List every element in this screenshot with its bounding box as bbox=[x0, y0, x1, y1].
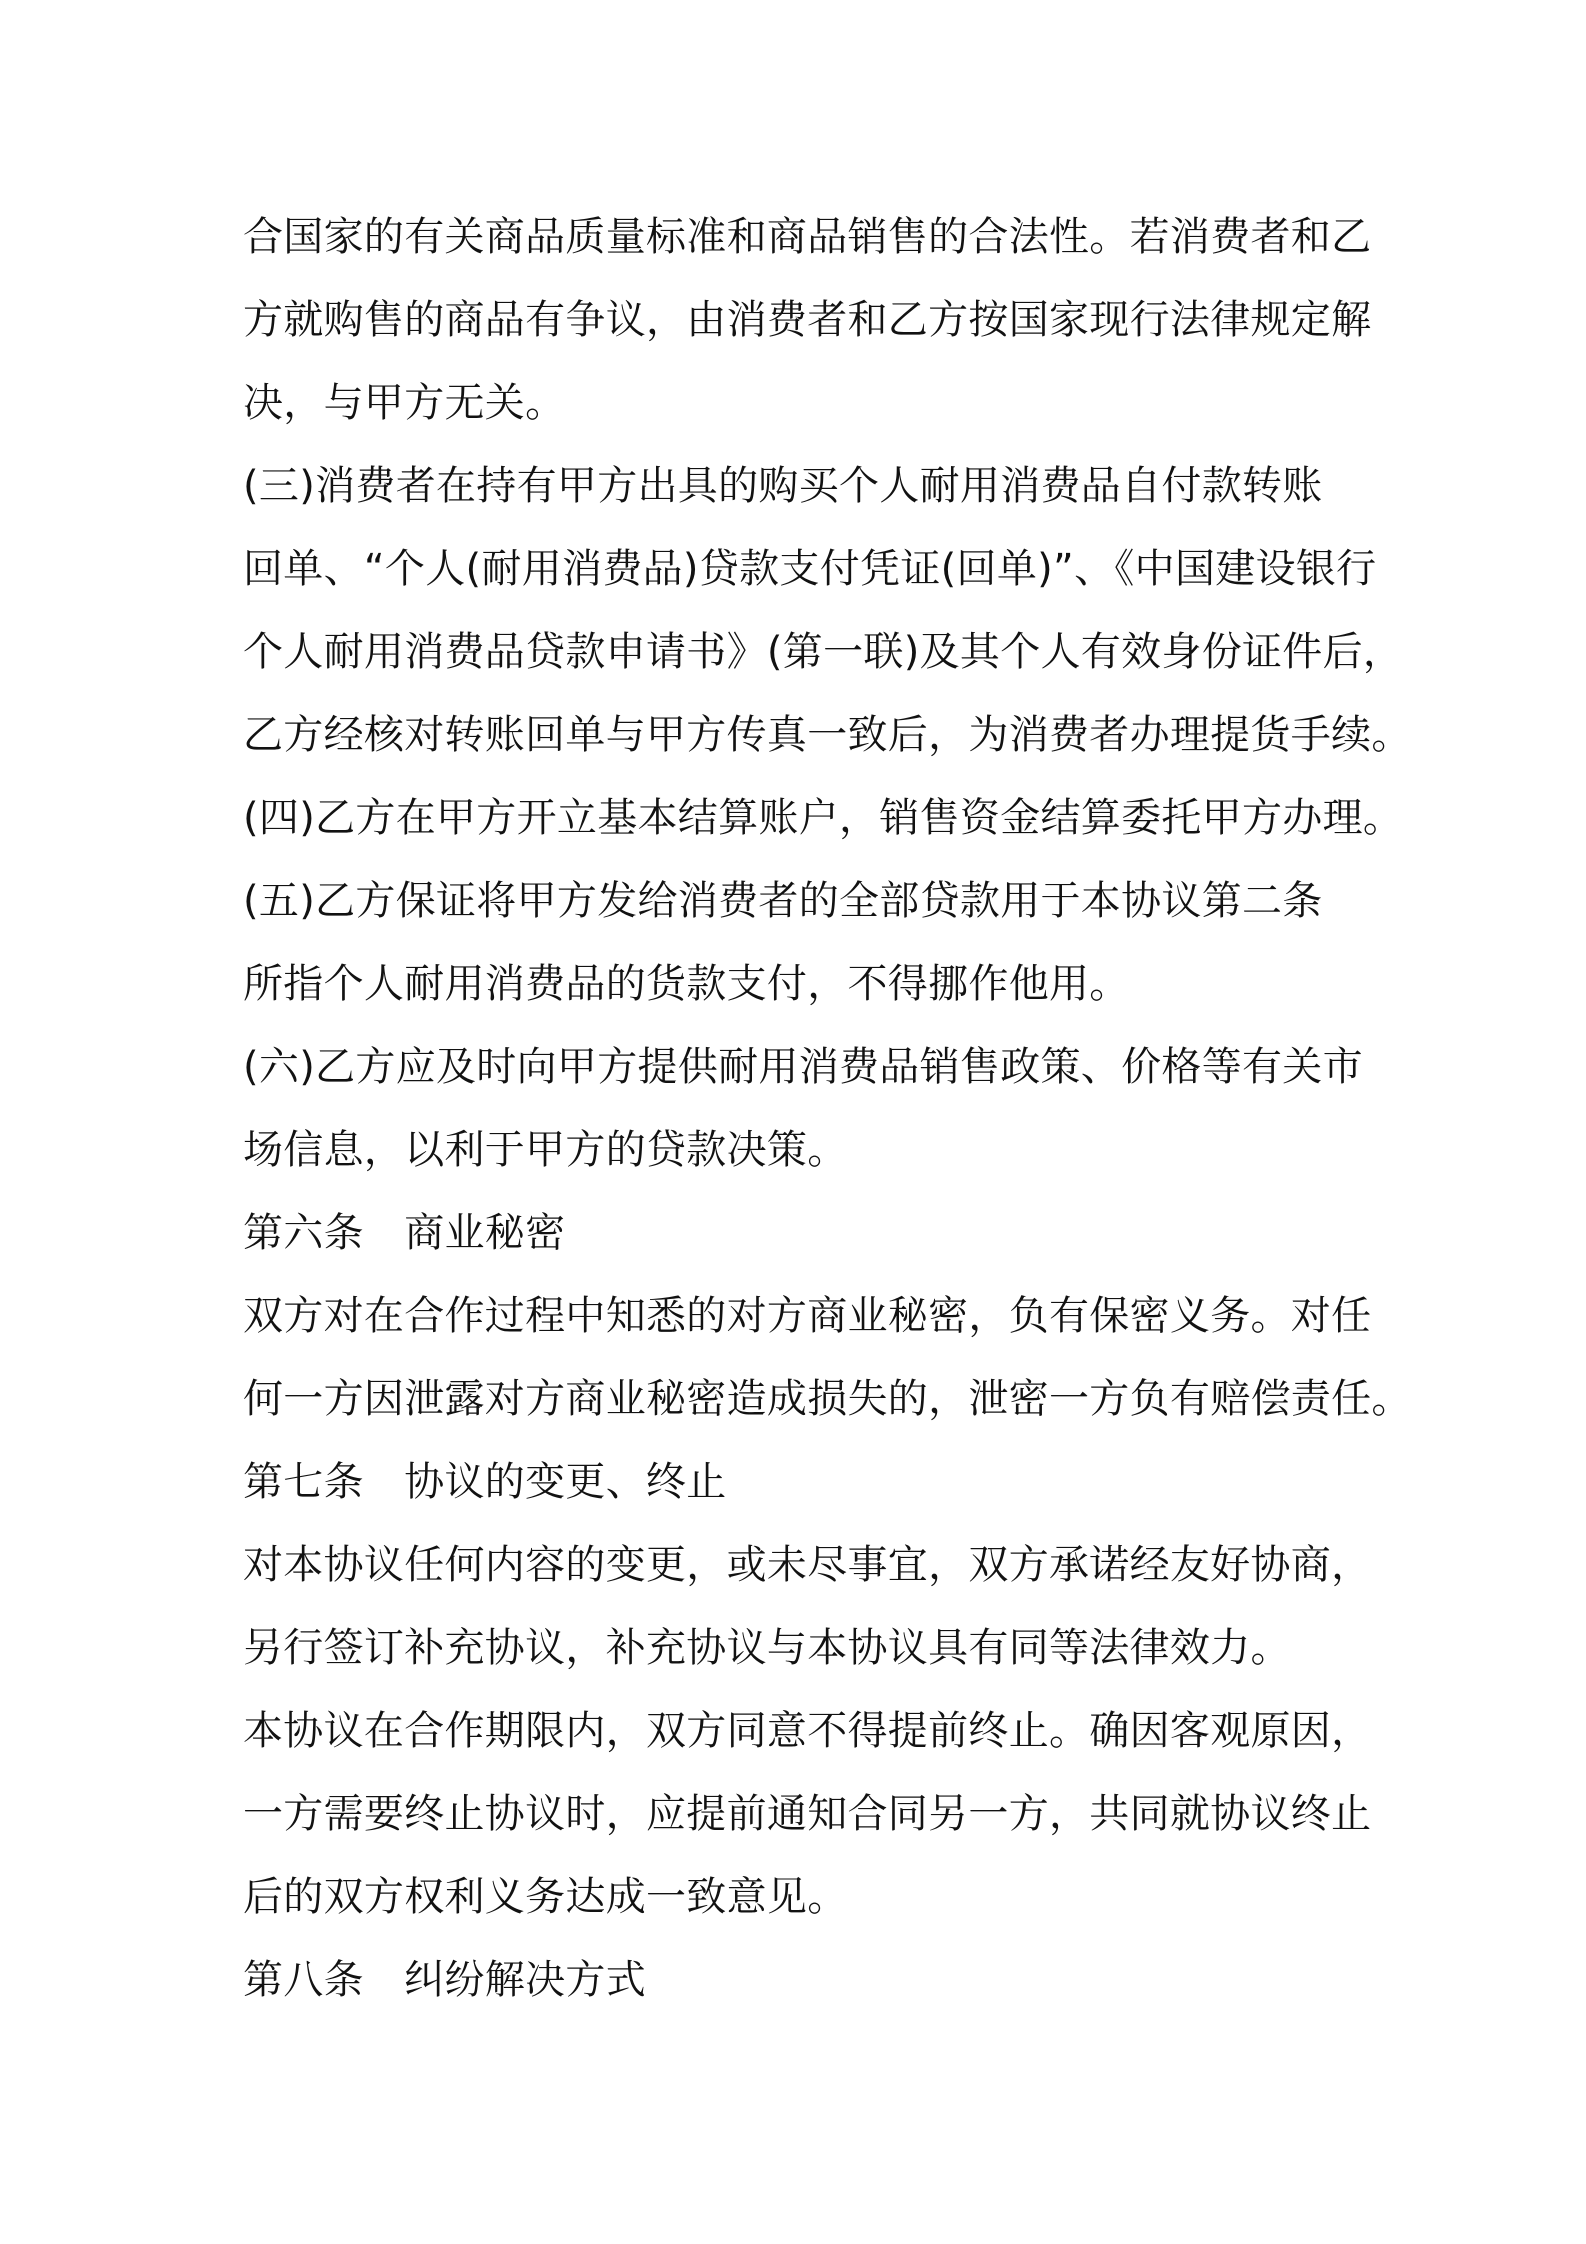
article-6-heading: 第六条 商业秘密 bbox=[243, 1210, 566, 1256]
paragraph-line: 方就购售的商品有争议，由消费者和乙方按国家现行法律规定解 bbox=[243, 297, 1372, 343]
clause-3-line: 个人耐用消费品贷款申请书》(第一联)及其个人有效身份证件后， bbox=[243, 629, 1404, 675]
clause-3-line: 回单、“个人(耐用消费品)贷款支付凭证(回单)”、《中国建设银行 bbox=[243, 546, 1377, 592]
paragraph-line: 一方需要终止协议时，应提前通知合同另一方，共同就协议终止 bbox=[243, 1791, 1372, 1837]
paragraph-line: 合国家的有关商品质量标准和商品销售的合法性。若消费者和乙 bbox=[243, 214, 1372, 260]
paragraph-line: 本协议在合作期限内，双方同意不得提前终止。确因客观原因， bbox=[243, 1708, 1372, 1754]
article-8-heading: 第八条 纠纷解决方式 bbox=[243, 1957, 646, 2003]
clause-3-line: (三)消费者在持有甲方出具的购买个人耐用消费品自付款转账 bbox=[243, 463, 1323, 509]
clause-3-line: 乙方经核对转账回单与甲方传真一致后，为消费者办理提货手续。 bbox=[243, 712, 1412, 758]
paragraph-line: 后的双方权利义务达成一致意见。 bbox=[243, 1874, 848, 1920]
clause-6-line: 场信息，以利于甲方的贷款决策。 bbox=[243, 1127, 848, 1173]
paragraph-line: 决，与甲方无关。 bbox=[243, 380, 566, 426]
paragraph-line: 何一方因泄露对方商业秘密造成损失的，泄密一方负有赔偿责任。 bbox=[243, 1376, 1412, 1422]
article-7-heading: 第七条 协议的变更、终止 bbox=[243, 1459, 727, 1505]
paragraph-line: 双方对在合作过程中知悉的对方商业秘密，负有保密义务。对任 bbox=[243, 1293, 1372, 1339]
paragraph-line: 另行签订补充协议，补充协议与本协议具有同等法律效力。 bbox=[243, 1625, 1291, 1671]
clause-5-line: (五)乙方保证将甲方发给消费者的全部贷款用于本协议第二条 bbox=[243, 878, 1323, 924]
clause-4-line: (四)乙方在甲方开立基本结算账户，销售资金结算委托甲方办理。 bbox=[243, 795, 1404, 841]
clause-6-line: (六)乙方应及时向甲方提供耐用消费品销售政策、价格等有关市 bbox=[243, 1044, 1363, 1090]
clause-5-line: 所指个人耐用消费品的货款支付，不得挪作他用。 bbox=[243, 961, 1130, 1007]
document-body bbox=[243, 196, 1412, 2022]
paragraph-line: 对本协议任何内容的变更，或未尽事宜，双方承诺经友好协商， bbox=[243, 1542, 1372, 1588]
